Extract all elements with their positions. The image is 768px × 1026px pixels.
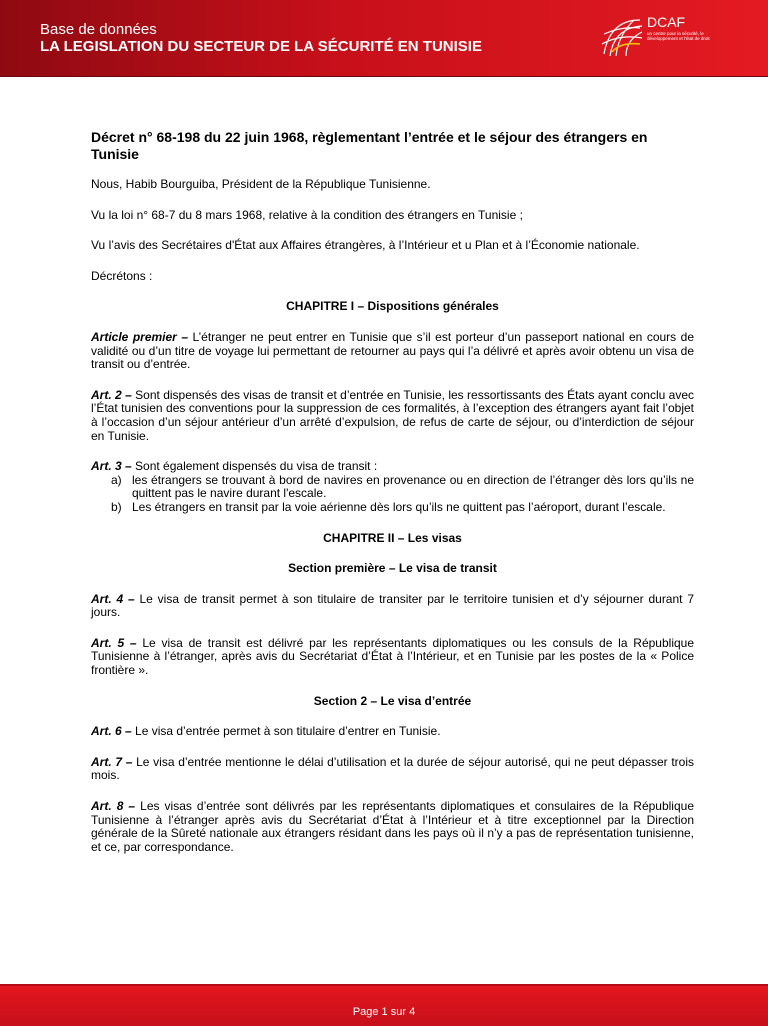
list-item-text: Les étrangers en transit par la voie aérienne dès lors qu’ils ne quittent pas l’aéroport, durant l’escale. [132,499,666,514]
article-text: Sont dispensés des visas de transit et d’entrée en Tunisie, les ressortissants des États ayant conclu avec l’État tunisien des conventions pour la suppression de ces formalités, à l’exception des étrangers ayant fait l’objet à l’occasion d’un séjour antérieur d’un arrêté d’expulsion, de refus de carte de séjour, ou d’interdiction de séjour en Tunisie. [91,387,694,443]
article-4 [91,593,694,620]
article-label: Art. 4 – [91,591,135,606]
article-label: Article premier – [91,329,189,344]
header-title: LA LEGISLATION DU SECTEUR DE LA SÉCURITÉ EN TUNISIE [40,38,482,55]
logo-tagline: un centre pour la sécurité, le développement et l'état de droit [647,31,710,41]
paragraph-vu-avis: Vu l’avis des Secrétaires d'État aux Affaires étrangères, à l’Intérieur et u Plan et à l’Économie nationale. [91,238,640,253]
paragraph-vu-loi: Vu la loi n° 68-7 du 8 mars 1968, relative à la condition des étrangers en Tunisie ; [91,207,523,222]
page-number: Page 1 sur 4 [352,1006,416,1018]
list-marker: a) [111,472,122,487]
article-5 [91,637,694,678]
page-header [0,0,768,77]
section-heading-2: Section 2 – Le visa d’entrée [313,693,472,708]
chapter-heading-1: CHAPITRE I – Dispositions générales [286,299,499,314]
article-6 [91,725,694,739]
article-label: Art. 7 – [91,754,133,769]
article-label: Art. 5 – [91,635,137,650]
logo-brand: DCAF [647,14,686,30]
article-3 [91,460,694,474]
list-item [91,501,694,515]
list-item-text: les étrangers se trouvant à bord de navires en provenance ou en direction de l’étranger dès lors qu’ils ne quittent pas le navire durant l'escale. [132,472,694,501]
article-label: Art. 3 – [91,459,132,474]
article-text: L’étranger ne peut entrer en Tunisie que s’il est porteur d’un passeport national en cours de validité ou d’un titre de voyage lui permettant de retourner au pays qui l’a délivré et après avoir obtenu un visa de transit ou d’entrée. [91,329,694,372]
article-3-list [91,474,694,515]
list-marker: b) [111,499,122,514]
page-footer [0,984,768,1026]
paragraph-decretons: Décrétons : [91,268,153,283]
article-text: Le visa de transit est délivré par les représentants diplomatiques ou les consuls de la République Tunisienne à l’étranger, après avis du Secrétariat d’État à l’Intérieur, et en Tunisie par les postes de la « Police frontière ». [91,635,694,678]
article-label: Art. 6 – [91,724,132,739]
document-title: Décret n° 68-198 du 22 juin 1968, règlementant l’entrée et le séjour des étrangers en Tunisie [91,129,648,162]
article-text: Le visa d’entrée mentionne le délai d’utilisation et la durée de séjour autorisé, qui ne peut dépasser trois mois. [91,754,695,783]
globe-icon [600,14,644,58]
article-8 [91,800,694,854]
paragraph-preamble: Nous, Habib Bourguiba, Président de la République Tunisienne. [91,177,431,191]
section-heading-1: Section première – Le visa de transit [288,561,497,576]
article-7 [91,756,694,783]
article-1 [91,331,694,372]
chapter-heading-2: CHAPITRE II – Les visas [323,530,462,545]
article-text: Le visa de transit permet à son titulaire de transiter par le territoire tunisien et d’y séjourner durant 7 jours. [91,591,694,620]
list-item [91,474,694,501]
header-subtitle: Base de données [40,21,157,38]
dcaf-logo [600,12,720,60]
article-text: Sont également dispensés du visa de transit : [131,459,378,474]
article-text: Le visa d’entrée permet à son titulaire d’entrer en Tunisie. [131,724,441,739]
article-2 [91,389,694,443]
article-text: Les visas d’entrée sont délivrés par les représentants diplomatiques et consulaires de la République Tunisienne à l’étranger après avis du Secrétariat d’État à l’Intérieur et à titre exceptionnel par la Direction générale de la Sûreté nationale aux étrangers résidant dans les pays où il n’y a pas de représentation tunisienne, et ce, par correspondance. [91,799,694,854]
article-label: Art. 8 – [91,799,136,814]
document-body [91,129,694,871]
article-label: Art. 2 – [91,387,132,402]
